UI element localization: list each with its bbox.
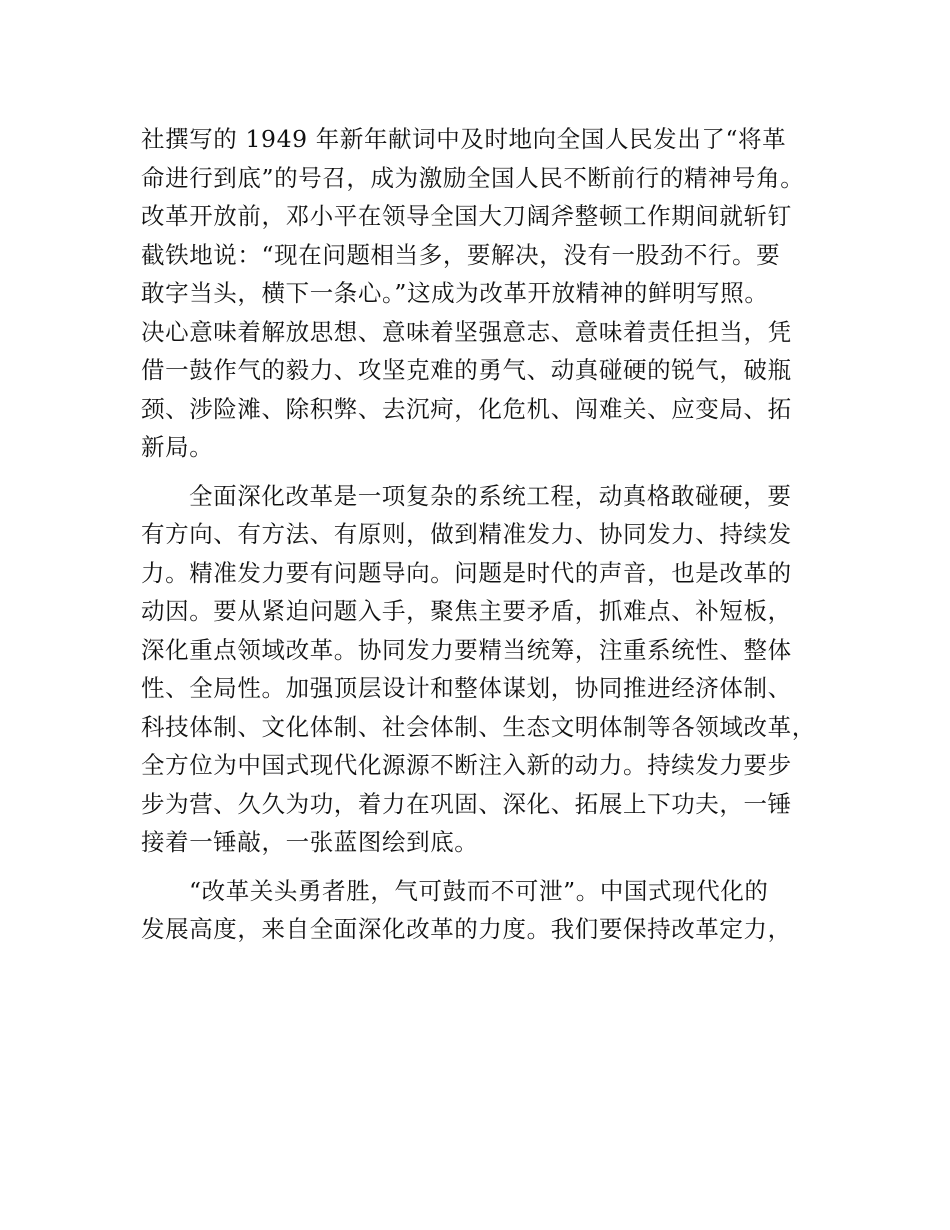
paragraph-2 xyxy=(141,477,821,862)
document-body xyxy=(141,120,821,949)
paragraph-3 xyxy=(141,872,821,949)
text-line: 改革开放前，邓小平在领导全国大刀阔斧整顿工作期间就斩钉 xyxy=(141,202,792,230)
text-line: 有方向、有方法、有原则，做到精准发力、协同发力、持续发 xyxy=(141,520,792,548)
text-line: 颈、涉险滩、除积弊、去沉疴，化危机、闯难关、应变局、拓 xyxy=(141,394,792,423)
paragraph-1 xyxy=(141,120,821,467)
text-line: 新局。 xyxy=(141,433,214,461)
text-line: 敢字当头，横下一条心。”这成为改革开放精神的鲜明写照。 xyxy=(141,279,769,307)
text-line: 科技体制、文化体制、社会体制、生态文明体制等各领域改革， xyxy=(141,712,816,741)
text-line: 接着一锤敲，一张蓝图绘到底。 xyxy=(141,828,479,856)
text-line: “改革关头勇者胜，气可鼓而不可泄”。中国式现代化的 xyxy=(189,876,769,905)
text-line: 命进行到底”的号召，成为激励全国人民不断前行的精神号角。 xyxy=(141,163,805,192)
text-line: 深化重点领域改革。协同发力要精当统筹，注重系统性、整体 xyxy=(141,635,792,664)
text-line: 全方位为中国式现代化源源不断注入新的动力。持续发力要步 xyxy=(141,751,792,779)
text-line: 发展高度，来自全面深化改革的力度。我们要保持改革定力， xyxy=(141,915,792,943)
text-line: 全面深化改革是一项复杂的系统工程，动真格敢碰硬，要 xyxy=(189,481,792,510)
text-line: 截铁地说：“现在问题相当多，要解决，没有一股劲不行。要 xyxy=(141,240,781,269)
text-line: 性、全局性。加强顶层设计和整体谋划，协同推进经济体制、 xyxy=(141,674,792,702)
text-line: 力。精准发力要有问题导向。问题是时代的声音，也是改革的 xyxy=(141,558,792,587)
text-line: 社撰写的 1949 年新年献词中及时地向全国人民发出了“将革 xyxy=(141,125,787,153)
paragraph-gap xyxy=(141,862,821,872)
text-line: 借一鼓作气的毅力、攻坚克难的勇气、动真碰硬的锐气，破瓶 xyxy=(141,356,792,384)
text-line: 决心意味着解放思想、意味着坚强意志、意味着责任担当，凭 xyxy=(141,317,792,346)
text-line: 步为营、久久为功，着力在巩固、深化、拓展上下功夫，一锤 xyxy=(141,789,792,818)
paragraph-gap xyxy=(141,467,821,477)
text-line: 动因。要从紧迫问题入手，聚焦主要矛盾，抓难点、补短板， xyxy=(141,597,792,625)
